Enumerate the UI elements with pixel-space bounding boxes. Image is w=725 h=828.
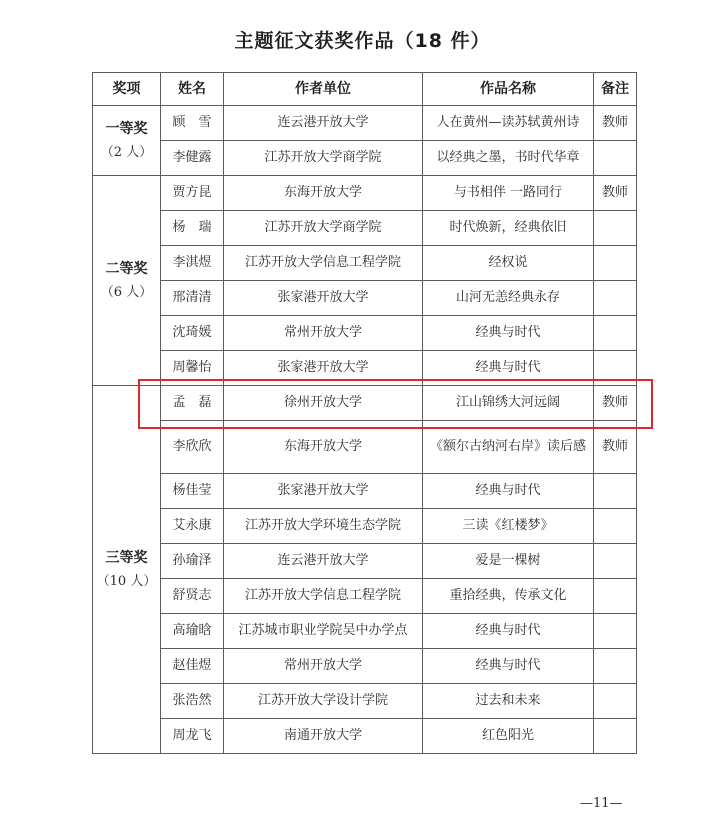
table-row bbox=[93, 246, 637, 281]
author-name-cell: 李淇煜 bbox=[161, 246, 224, 281]
author-unit-cell: 江苏开放大学商学院 bbox=[224, 141, 423, 176]
author-name-cell: 杨 瑞 bbox=[161, 211, 224, 246]
note-cell bbox=[594, 141, 637, 176]
note-cell bbox=[594, 544, 637, 579]
table-row bbox=[93, 281, 637, 316]
work-title-cell: 经典与时代 bbox=[423, 614, 594, 649]
author-unit-cell: 东海开放大学 bbox=[224, 176, 423, 211]
work-title-cell: 时代焕新，经典依旧 bbox=[423, 211, 594, 246]
table-row bbox=[93, 474, 637, 509]
note-cell bbox=[594, 509, 637, 544]
table-row bbox=[93, 106, 637, 141]
table-row bbox=[93, 141, 637, 176]
note-cell: 教师 bbox=[594, 386, 637, 421]
table-row bbox=[93, 719, 637, 754]
author-unit-cell: 徐州开放大学 bbox=[224, 386, 423, 421]
author-unit-cell: 张家港开放大学 bbox=[224, 351, 423, 386]
header-work: 作品名称 bbox=[423, 73, 594, 106]
work-title-cell: 经权说 bbox=[423, 246, 594, 281]
note-cell bbox=[594, 351, 637, 386]
table-row bbox=[93, 649, 637, 684]
author-unit-cell: 连云港开放大学 bbox=[224, 544, 423, 579]
table-row bbox=[93, 579, 637, 614]
note-cell bbox=[594, 614, 637, 649]
work-title-cell: 经典与时代 bbox=[423, 351, 594, 386]
award-level-cell bbox=[93, 176, 161, 386]
work-title-cell: 三读《红楼梦》 bbox=[423, 509, 594, 544]
author-unit-cell: 江苏开放大学设计学院 bbox=[224, 684, 423, 719]
note-cell: 教师 bbox=[594, 176, 637, 211]
author-unit-cell: 连云港开放大学 bbox=[224, 106, 423, 141]
table-row bbox=[93, 211, 637, 246]
author-unit-cell: 江苏开放大学环境生态学院 bbox=[224, 509, 423, 544]
header-note: 备注 bbox=[594, 73, 637, 106]
note-cell bbox=[594, 316, 637, 351]
note-cell bbox=[594, 649, 637, 684]
author-name-cell: 李健露 bbox=[161, 141, 224, 176]
awards-table bbox=[92, 72, 637, 754]
award-level-name: 二等奖 bbox=[105, 260, 148, 277]
header-name: 姓名 bbox=[161, 73, 224, 106]
table-row bbox=[93, 351, 637, 386]
note-cell bbox=[594, 474, 637, 509]
author-name-cell: 顾 雪 bbox=[161, 106, 224, 141]
author-unit-cell: 张家港开放大学 bbox=[224, 281, 423, 316]
work-title-cell: 经典与时代 bbox=[423, 316, 594, 351]
award-level-count: （2 人） bbox=[100, 144, 153, 160]
author-unit-cell: 张家港开放大学 bbox=[224, 474, 423, 509]
work-title-cell: 人在黄州—读苏轼黄州诗 bbox=[423, 106, 594, 141]
page-number: —11— bbox=[580, 796, 623, 811]
author-name-cell: 李欣欣 bbox=[161, 421, 224, 474]
author-name-cell: 孟 磊 bbox=[161, 386, 224, 421]
note-cell: 教师 bbox=[594, 421, 637, 474]
work-title-cell: 经典与时代 bbox=[423, 474, 594, 509]
note-cell bbox=[594, 246, 637, 281]
table-row bbox=[93, 684, 637, 719]
author-unit-cell: 江苏开放大学商学院 bbox=[224, 211, 423, 246]
note-cell: 教师 bbox=[594, 106, 637, 141]
note-cell bbox=[594, 211, 637, 246]
work-title-cell: 江山锦绣大河远阔 bbox=[423, 386, 594, 421]
author-name-cell: 舒贤志 bbox=[161, 579, 224, 614]
author-name-cell: 杨佳莹 bbox=[161, 474, 224, 509]
author-unit-cell: 南通开放大学 bbox=[224, 719, 423, 754]
award-level-cell bbox=[93, 386, 161, 754]
work-title-cell: 经典与时代 bbox=[423, 649, 594, 684]
work-title-cell: 重拾经典，传承文化 bbox=[423, 579, 594, 614]
author-unit-cell: 东海开放大学 bbox=[224, 421, 423, 474]
award-level-name: 三等奖 bbox=[105, 549, 148, 566]
table-row bbox=[93, 316, 637, 351]
work-title-cell: 以经典之墨，书时代华章 bbox=[423, 141, 594, 176]
author-name-cell: 邢清清 bbox=[161, 281, 224, 316]
table-header-row bbox=[93, 73, 637, 106]
page-title: 主题征文获奖作品（18 件） bbox=[234, 30, 491, 52]
author-name-cell: 赵佳煜 bbox=[161, 649, 224, 684]
author-name-cell: 周馨怡 bbox=[161, 351, 224, 386]
work-title-cell: 红色阳光 bbox=[423, 719, 594, 754]
author-name-cell: 艾永康 bbox=[161, 509, 224, 544]
award-level-count: （6 人） bbox=[100, 284, 153, 300]
author-name-cell: 贾方昆 bbox=[161, 176, 224, 211]
author-name-cell: 沈琦媛 bbox=[161, 316, 224, 351]
work-title-cell: 爱是一棵树 bbox=[423, 544, 594, 579]
author-unit-cell: 常州开放大学 bbox=[224, 649, 423, 684]
work-title-cell: 与书相伴 一路同行 bbox=[423, 176, 594, 211]
award-level-cell bbox=[93, 106, 161, 176]
author-name-cell: 高瑜晗 bbox=[161, 614, 224, 649]
table-row bbox=[93, 614, 637, 649]
header-unit: 作者单位 bbox=[224, 73, 423, 106]
note-cell bbox=[594, 684, 637, 719]
note-cell bbox=[594, 719, 637, 754]
author-unit-cell: 江苏开放大学信息工程学院 bbox=[224, 579, 423, 614]
note-cell bbox=[594, 281, 637, 316]
table-row bbox=[93, 421, 637, 474]
author-unit-cell: 江苏开放大学信息工程学院 bbox=[224, 246, 423, 281]
award-level-count: （10 人） bbox=[96, 573, 157, 589]
table-row bbox=[93, 509, 637, 544]
work-title-cell: 过去和未来 bbox=[423, 684, 594, 719]
author-unit-cell: 常州开放大学 bbox=[224, 316, 423, 351]
header-award: 奖项 bbox=[93, 73, 161, 106]
table-row bbox=[93, 176, 637, 211]
award-level-name: 一等奖 bbox=[105, 120, 148, 137]
table-row bbox=[93, 386, 637, 421]
author-unit-cell: 江苏城市职业学院吴中办学点 bbox=[224, 614, 423, 649]
author-name-cell: 张浩然 bbox=[161, 684, 224, 719]
note-cell bbox=[594, 579, 637, 614]
table-row bbox=[93, 544, 637, 579]
work-title-cell: 《额尔古纳河右岸》读后感 bbox=[423, 421, 594, 474]
author-name-cell: 周龙飞 bbox=[161, 719, 224, 754]
author-name-cell: 孙瑜泽 bbox=[161, 544, 224, 579]
work-title-cell: 山河无恙经典永存 bbox=[423, 281, 594, 316]
table-body bbox=[93, 106, 637, 754]
